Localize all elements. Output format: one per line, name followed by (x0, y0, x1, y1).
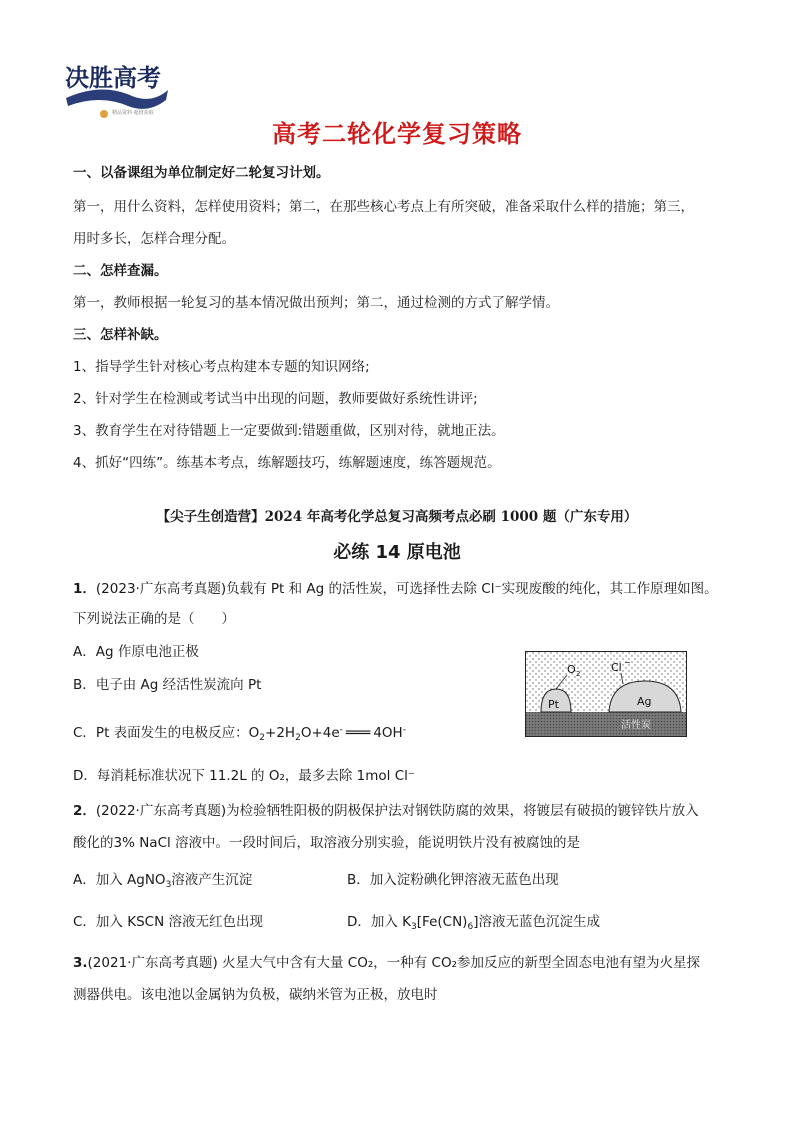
q2-option-c: C．加入 KSCN 溶液无红色出现 (73, 914, 263, 930)
q1-stem-line-2: 下列说法正确的是（ ） (73, 611, 235, 627)
q1-c-product-sup: - (402, 725, 406, 735)
strategy-item-2: 2、针对学生在检测或考试当中出现的问题，教师要做好系统性讲评; (73, 391, 478, 407)
q2-stem-text: (2022·广东高考真题)为检验牺牲阳极的阴极保护法对钢铁防腐的效果，将镀层有破损的镀锌铁片放入 (95, 803, 699, 819)
strategy-paragraph-1-line-1: 第一，用什么资料，怎样使用资料；第二，在那些核心考点上有所突破，准备采取什么样的措施；第三， (73, 199, 694, 215)
strategy-heading-2: 二、怎样查漏。 (73, 263, 168, 279)
q1-diagram-pt-label: Pt (548, 698, 559, 711)
q2-a-post: 溶液产生沉淀 (171, 872, 253, 888)
q1-c-h2o-pre: +2H (265, 725, 296, 741)
strategy-heading-1: 一、以备课组为单位制定好二轮复习计划。 (73, 165, 330, 181)
q1-c-e-sup: - (339, 725, 343, 735)
q2-d-post: ]溶液无蓝色沉淀生成 (473, 914, 600, 930)
q1-c-o2: O (248, 725, 260, 741)
q1-diagram-o2-label: O (567, 663, 576, 676)
q1-diagram-carbon-label: 活性炭 (621, 720, 651, 731)
strategy-heading-3: 三、怎样补缺。 (73, 327, 168, 343)
q1-c-h2o-post: O+4e (300, 725, 340, 741)
q2-d-sub-2: 6 (467, 922, 474, 932)
q2-a-pre: A．加入 AgNO (73, 872, 166, 888)
q1-diagram-ag-label: Ag (637, 695, 652, 708)
q2-option-a (73, 871, 252, 894)
section-title: 必练 14 原电池 (333, 542, 461, 563)
q1-c-o2-sub: 2 (259, 733, 266, 743)
strategy-item-1: 1、指导学生针对核心考点构建本专题的知识网络; (73, 359, 370, 375)
q2-number: 2． (73, 803, 96, 819)
q1-option-c-prefix: C．Pt 表面发生的电极反应： (73, 725, 249, 741)
q1-diagram (525, 651, 687, 737)
q3-stem-line-1 (73, 954, 700, 972)
q2-a-sub: 3 (165, 880, 172, 890)
strategy-paragraph-2: 第一，教师根据一轮复习的基本情况做出预判；第二，通过检测的方式了解学情。 (73, 295, 559, 311)
strategy-item-4: 4、抓好“四练”。练基本考点，练解题技巧，练解题速度，练答题规范。 (73, 455, 501, 471)
q2-stem-line-2: 酸化的3% NaCl 溶液中。一段时间后，取溶液分别实验，能说明铁片没有被腐蚀的是 (73, 835, 581, 851)
q1-c-product: 4OH (373, 725, 403, 741)
q3-number: 3. (73, 955, 88, 971)
q2-d-sub: 3 (411, 922, 417, 932)
q2-d-pre: D．加入 K (347, 914, 412, 930)
strategy-item-3: 3、教育学生在对待错题上一定要做到:错题重做，区别对待，就地正法。 (73, 423, 505, 439)
q1-c-arrow: ═══ (345, 725, 371, 741)
series-title: 【尖子生创造营】2024 年高考化学总复习高频考点必刷 1000 题（广东专用） (156, 509, 638, 525)
q2-stem-line-1 (73, 802, 699, 820)
q1-number: 1． (73, 581, 96, 597)
strategy-paragraph-1-line-2: 用时多长，怎样合理分配。 (73, 231, 235, 247)
q1-option-a: A．Ag 作原电池正极 (73, 644, 199, 660)
q2-option-d (347, 913, 600, 936)
q2-option-b: B．加入淀粉碘化钾溶液无蓝色出现 (347, 872, 559, 888)
logo-wave (66, 89, 168, 108)
q2-d-mid: [Fe(CN) (416, 914, 468, 930)
q3-stem-text: (2021·广东高考真题) 火星大气中含有大量 CO₂，一种有 CO₂参加反应的新型全固态电池有望为火星探 (87, 955, 701, 971)
q1-option-b: B．电子由 Ag 经活性炭流向 Pt (73, 677, 262, 693)
q1-diagram-carbon (526, 712, 686, 736)
q1-diagram-cl-sup: − (624, 658, 631, 667)
q1-option-d: D．每消耗标准状况下 11.2L 的 O₂，最多去除 1mol Cl⁻ (73, 768, 416, 784)
q1-stem-line-1 (73, 580, 718, 598)
q3-stem-line-2: 测器供电。该电池以金属钠为负极，碳纳米管为正极，放电时 (73, 987, 438, 1003)
logo-tagline: 精品资料·超值获取 (112, 110, 154, 116)
logo-text: 决胜高考 (65, 63, 161, 92)
q1-diagram-cl-label: Cl (611, 661, 622, 674)
q1-option-c (73, 721, 406, 747)
page-title: 高考二轮化学复习策略 (272, 120, 522, 148)
q1-stem-text: (2023·广东高考真题)负载有 Pt 和 Ag 的活性炭，可选择性去除 Cl⁻实现废酸的纯化，其工作原理如图。 (95, 581, 718, 597)
q1-c-h2o-sub: 2 (295, 733, 301, 743)
q1-diagram-o2-sub: 2 (576, 670, 581, 678)
logo (62, 52, 172, 122)
